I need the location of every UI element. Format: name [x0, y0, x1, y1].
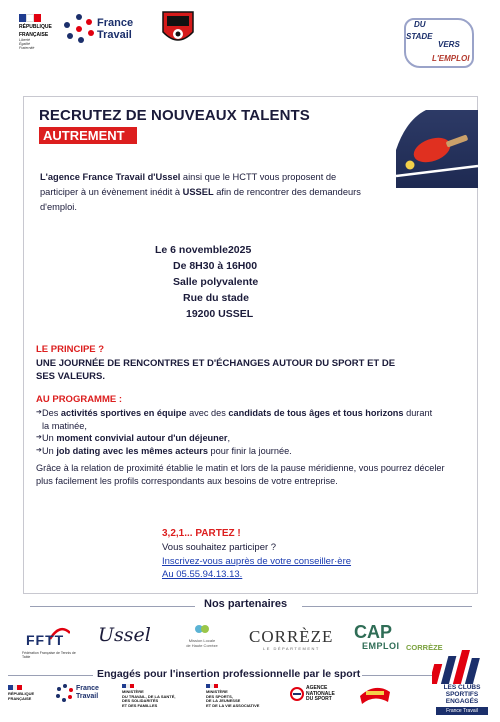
principe-heading: LE PRINCIPE ?: [36, 344, 105, 355]
divider: [8, 675, 93, 676]
ans-l2: NATIONALE: [306, 690, 335, 697]
intro-city: USSEL: [182, 187, 214, 197]
event-place: Salle polyvalente: [173, 276, 259, 288]
sport-badge-icon: [358, 682, 392, 704]
hctt-crest-icon: [161, 10, 195, 48]
item-text: ,: [227, 433, 231, 444]
france-travail-dots-icon: [56, 684, 74, 702]
french-flag-icon: [8, 685, 22, 690]
grace-paragraph: Grâce à la relation de proximité établie le matin et lors de la pause méridienne, vous pourrez déceler plus facilement les profils correspondants aux besoins de votre entreprise.: [36, 463, 445, 486]
motto-liberte: Liberté: [19, 38, 30, 42]
france-travail-line2: Travail: [97, 29, 132, 41]
item-text: Un: [42, 445, 57, 456]
list-item: [36, 407, 436, 432]
french-flag-icon: [122, 684, 134, 688]
ministere-travail-logo: [122, 684, 175, 708]
m1-l1: MINISTÈRE: [122, 689, 144, 694]
partez-heading: 3,2,1... PARTEZ !: [162, 528, 241, 539]
republique-line1: RÉPUBLIQUE: [19, 24, 52, 30]
ans-icon: [290, 687, 304, 701]
footer-rf-l2: FRANÇAISE: [8, 695, 32, 701]
event-hours: De 8H30 à 16H00: [173, 260, 258, 272]
french-flag-icon: [206, 684, 218, 688]
mission-locale-l1: Mission Locale: [188, 638, 216, 643]
divider: [362, 675, 432, 676]
ans-l1: AGENCE: [306, 685, 328, 691]
item-text: Des: [42, 408, 61, 418]
stade-word-stade: STADE: [406, 32, 433, 41]
fftt-name: FFTT: [26, 632, 65, 648]
m2-l2: DES SPORTS,: [206, 693, 233, 699]
m2-l4: ET DE LA VIE ASSOCIATIVE: [206, 702, 260, 708]
france-travail-logo: [64, 14, 133, 44]
clubs-ft-bar: France Travail: [436, 707, 488, 715]
correze-sub: LE DÉPARTEMENT: [263, 646, 320, 651]
intro-text: ainsi que le HCTT vous proposent de participer à un évènement inédit à: [40, 172, 337, 197]
footer-ft-l2: Travail: [76, 693, 99, 700]
event-city: 19200 USSEL: [186, 308, 254, 320]
stade-word-emploi: L'EMPLOI: [432, 54, 470, 63]
footer-republique-logo: [8, 685, 34, 701]
register-link[interactable]: Inscrivez-vous auprès de votre conseiller·ère: [162, 556, 352, 567]
footer-france-travail-logo: [56, 684, 99, 702]
footer-rf-l1: RÉPUBLIQUE: [8, 691, 35, 696]
item-bold: moment convivial autour d'un déjeuner: [56, 433, 228, 444]
intro-agency: L'agence France Travail d'Ussel: [40, 172, 181, 182]
clubs-sportifs-engages-logo: [432, 650, 490, 716]
ministere-sports-logo: [206, 684, 259, 708]
list-item: [36, 432, 436, 445]
m2-l1: MINISTÈRE: [206, 689, 228, 694]
m1-l2: DU TRAVAIL, DE LA SANTÉ,: [122, 693, 176, 699]
principe-text: UNE JOURNÉE DE RENCONTRES ET D'ÉCHANGES AUTOUR DU SPORT ET DE SES VALEURS.: [36, 358, 396, 382]
correze-logo: CORRÈZE: [249, 627, 334, 646]
intro-paragraph: [40, 170, 370, 215]
arrow-bullet-icon: ➔: [36, 434, 42, 442]
item-text: pour finir la journée.: [207, 445, 292, 456]
republique-francaise-logo: [19, 14, 59, 50]
event-street: Rue du stade: [183, 292, 249, 304]
fftt-logo: [22, 627, 82, 663]
intro-end: afin de rencontrer des demandeurs d'emploi.: [40, 187, 361, 212]
table-tennis-paddle-icon: [396, 110, 478, 188]
clubs-l2: SPORTIFS: [445, 691, 479, 698]
french-flag-icon: [19, 14, 41, 22]
motto-egalite: Égalité: [19, 42, 30, 46]
arrow-bullet-icon: ➔: [36, 409, 42, 416]
mission-locale-l2: de Haute Corrèze: [186, 643, 218, 648]
programme-heading: AU PROGRAMME :: [36, 394, 123, 405]
cta-question: Vous souhaitez participer ?: [162, 542, 277, 553]
m1-l4: ET DES FAMILLES: [122, 702, 158, 708]
m2-l3: DE LA JEUNESSE: [206, 698, 241, 703]
event-date: Le 6 novemble2025: [155, 244, 252, 256]
engages-heading: Engagés pour l'insertion professionnelle par le sport: [97, 668, 361, 680]
stade-word-du: DU: [414, 20, 426, 29]
cap-emploi-logo: CAP: [354, 622, 393, 642]
phone-link[interactable]: Au 05.55.94.13.13.: [162, 569, 243, 580]
autrement-badge: AUTREMENT: [39, 127, 137, 144]
item-text: Un: [42, 433, 57, 444]
divider: [302, 606, 472, 607]
mission-locale-logo: [176, 620, 228, 658]
item-bold: job dating avec les mêmes acteurs: [56, 445, 208, 456]
item-bold: candidats de tous âges et tous horizons: [228, 408, 404, 418]
motto-fraternite: Fraternité: [19, 46, 35, 50]
clubs-bars-icon: [432, 650, 490, 684]
du-stade-vers-emploi-logo: [404, 18, 474, 68]
mission-locale-icon: [194, 622, 210, 636]
clubs-l3: ENGAGÉS: [445, 698, 479, 705]
france-travail-line1: France: [97, 17, 134, 29]
event-details: [140, 242, 310, 322]
republique-line2: FRANÇAISE: [19, 32, 49, 38]
stade-word-vers: VERS: [438, 40, 460, 49]
item-bold: activités sportives en équipe: [60, 408, 187, 418]
fftt-sub: Fédération Française de Tennis de Table: [22, 651, 76, 659]
item-text: durant la matinée,: [42, 408, 433, 431]
list-item: [36, 445, 436, 458]
page-title: RECRUTEZ DE NOUVEAUX TALENTS: [39, 107, 310, 124]
ans-l3: DU SPORT: [306, 696, 332, 702]
ussel-logo: Ussel: [98, 624, 151, 646]
footer-ft-l1: France: [76, 685, 99, 692]
clubs-l1: LES CLUBS: [443, 684, 481, 691]
m1-l3: DES SOLIDARITÉS: [122, 698, 159, 703]
agence-nationale-sport-logo: [290, 686, 335, 703]
divider: [30, 606, 195, 607]
programme-list: [36, 407, 436, 457]
arrow-bullet-icon: ➔: [36, 446, 42, 454]
france-travail-dots-icon: [64, 14, 94, 44]
partners-heading: Nos partenaires: [204, 598, 288, 610]
cap-emploi-region: CORRÈZE: [406, 643, 443, 652]
item-text: avec des: [186, 408, 229, 418]
cap-emploi-word: EMPLOI: [362, 641, 400, 651]
